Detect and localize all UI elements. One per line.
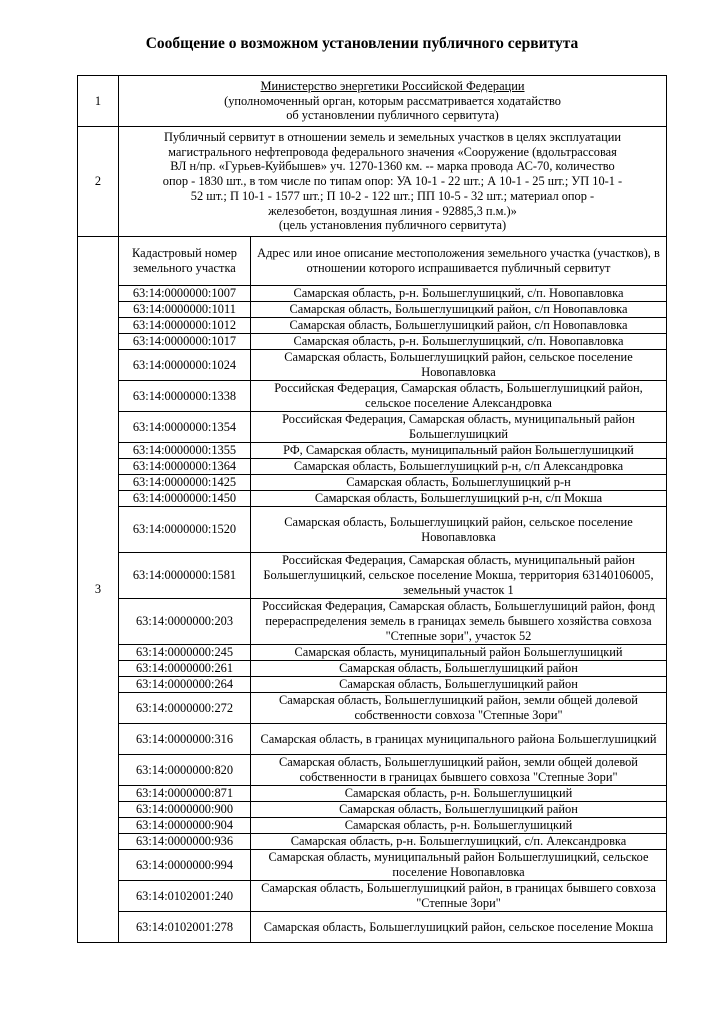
parcel-address: Самарская область, Большеглушицкий район, сельское поселение Новопавловка: [251, 350, 667, 381]
parcel-address: Самарская область, Большеглушицкий район: [251, 802, 667, 818]
table-row: [119, 724, 666, 755]
parcel-address: Самарская область, Большеглушицкий район, с/п Новопавловка: [251, 302, 667, 318]
section-2-number: 2: [78, 127, 119, 237]
cadastral-number: 63:14:0000000:1364: [119, 459, 251, 475]
section-1-row: [78, 76, 667, 127]
parcel-address: Самарская область, Большеглушицкий район: [251, 661, 667, 677]
purpose-line: ВЛ н/пр. «Гурьев-Куйбышев» уч. 1270-1360 км. -- марка провода АС-70, количество: [170, 159, 615, 174]
cadastral-number: 63:14:0000000:1017: [119, 334, 251, 350]
purpose-line: опор - 1830 шт., в том числе по типам опор: УА 10-1 - 22 шт.; А 10-1 - 25 шт.; УП 10-1 -: [162, 174, 623, 189]
section-1-content: [119, 76, 667, 127]
table-row: [119, 286, 666, 302]
section-3-row: [78, 237, 667, 943]
parcel-address: Самарская область, Большеглушицкий район, сельское поселение Мокша: [263, 919, 654, 934]
section-1-number: 1: [78, 76, 119, 127]
cadastral-number: 63:14:0000000:900: [119, 802, 251, 818]
table-row: [119, 459, 666, 475]
parcel-address: Самарская область, Большеглушицкий район, с/п Новопавловка: [251, 318, 667, 334]
table-row: [119, 912, 666, 943]
cadastral-number: 63:14:0000000:245: [119, 645, 251, 661]
parcel-address: Российская Федерация, Самарская область, Большеглушиций район, фонд перераспределения земель в границах земель бывшего хозяйства совхоза "Степные зори", участок 52: [251, 599, 667, 645]
cadastral-header: Кадастровый номер земельного участка: [119, 237, 251, 286]
table-row: [119, 661, 666, 677]
parcel-address: РФ, Самарская область, муниципальный район Большеглушицкий: [251, 443, 667, 459]
purpose-line: Публичный сервитут в отношении земель и земельных участков в целях эксплуатации: [163, 129, 622, 144]
authority-note-line-1: (уполномоченный орган, которым рассматривается ходатайство: [224, 93, 561, 108]
cadastral-number: 63:14:0000000:1425: [119, 475, 251, 491]
purpose-line: магистрального нефтепровода федерального значения «Сооружение (вдольтрассовая: [168, 144, 617, 159]
table-row: [119, 677, 666, 693]
parcel-address: Самарская область, Большеглушицкий р-н, с/п Александровка: [251, 459, 667, 475]
table-row: [119, 802, 666, 818]
table-row: [119, 443, 666, 459]
cadastral-number: 63:14:0000000:936: [119, 834, 251, 850]
cadastral-number: 63:14:0000000:820: [119, 755, 251, 786]
cadastral-number: 63:14:0000000:1355: [119, 443, 251, 459]
table-row: [119, 381, 666, 412]
cadastral-number: 63:14:0000000:1024: [119, 350, 251, 381]
parcel-address: Самарская область, Большеглушицкий район, земли общей долевой собственности в границах бывшего совхоза "Степные Зори": [251, 755, 667, 786]
parcel-address: Самарская область, муниципальный район Большеглушицкий: [251, 645, 667, 661]
parcel-address: Самарская область, р-н. Большеглушицкий: [251, 818, 667, 834]
table-row: [119, 350, 666, 381]
table-row: [119, 507, 666, 553]
parcel-address: Самарская область, Большеглушицкий р-н: [251, 475, 667, 491]
cadastral-number: 63:14:0000000:1338: [119, 381, 251, 412]
cadastral-number: 63:14:0000000:1520: [119, 507, 251, 553]
cadastral-number: 63:14:0000000:1012: [119, 318, 251, 334]
table-row: [119, 818, 666, 834]
cadastral-number: 63:14:0000000:261: [119, 661, 251, 677]
parcel-address: Самарская область, муниципальный район Большеглушицкий, сельское поселение Новопавловка: [251, 850, 667, 881]
table-row: [119, 786, 666, 802]
parcel-address: Самарская область, Большеглушицкий район: [251, 677, 667, 693]
cadastral-number: 63:14:0102001:240: [119, 881, 251, 912]
address-header: Адрес или иное описание местоположения земельного участка (участков), в отношении которого испрашивается публичный сервитут: [251, 237, 667, 286]
parcels-header-row: [119, 237, 666, 286]
parcel-address: Самарская область, Большеглушицкий район, в границах бывшего совхоза "Степные Зори": [251, 881, 667, 912]
cadastral-number: 63:14:0000000:1450: [119, 491, 251, 507]
section-2-content: [119, 127, 667, 237]
parcel-address: Самарская область, в границах муниципального района Большеглушицкий: [251, 724, 667, 755]
purpose-note: (цель установления публичного сервитута): [278, 218, 507, 233]
cadastral-number: 63:14:0000000:994: [119, 850, 251, 881]
table-row: [119, 755, 666, 786]
cadastral-number: 63:14:0000000:1354: [119, 412, 251, 443]
cadastral-number: 63:14:0000000:316: [119, 724, 251, 755]
table-row: [119, 412, 666, 443]
table-row: [119, 850, 666, 881]
table-row: [119, 881, 666, 912]
table-row: [119, 693, 666, 724]
table-row: [119, 491, 666, 507]
purpose-line: 52 шт.; П 10-1 - 1577 шт.; П 10-2 - 122 шт.; ПП 10-5 - 32 шт.; материал опор -: [190, 188, 595, 203]
cadastral-number: 63:14:0000000:904: [119, 818, 251, 834]
table-row: [119, 645, 666, 661]
table-row: [119, 599, 666, 645]
cadastral-number: 63:14:0102001:278: [119, 912, 251, 943]
table-row: [119, 318, 666, 334]
table-row: [119, 334, 666, 350]
parcel-address: Самарская область, Большеглушицкий р-н, с/п Мокша: [251, 491, 667, 507]
table-row: [119, 302, 666, 318]
section-3-number: 3: [78, 237, 119, 943]
parcel-address: Самарская область, р-н. Большеглушицкий, с/п. Александровка: [251, 834, 667, 850]
parcel-address: Российская Федерация, Самарская область, муниципальный район Большеглушицкий: [251, 412, 667, 443]
parcel-address: Самарская область, р-н. Большеглушицкий, с/п. Новопавловка: [251, 286, 667, 302]
table-row: [119, 834, 666, 850]
cadastral-number: 63:14:0000000:1011: [119, 302, 251, 318]
purpose-line: железобетон, воздушная линия - 92885,3 п.м.)»: [268, 203, 517, 218]
cadastral-number: 63:14:0000000:272: [119, 693, 251, 724]
parcel-address: Самарская область, Большеглушицкий район, земли общей долевой собственности совхоза "Степные Зори": [251, 693, 667, 724]
cadastral-number: 63:14:0000000:1581: [119, 553, 251, 599]
cadastral-number: 63:14:0000000:1007: [119, 286, 251, 302]
cadastral-number: 63:14:0000000:871: [119, 786, 251, 802]
parcels-table: [119, 237, 666, 942]
parcel-address: Самарская область, р-н. Большеглушицкий, с/п. Новопавловка: [251, 334, 667, 350]
table-row: [119, 553, 666, 599]
authority-note-line-2: об установлении публичного сервитута): [286, 108, 499, 123]
section-2-row: [78, 127, 667, 237]
parcel-address: Российская Федерация, Самарская область, муниципальный район Большеглушицкий, сельское поселение Мокша, территория 63140106005, земельный участок 1: [251, 553, 667, 599]
document-title: Сообщение о возможном установлении публичного сервитута: [145, 35, 579, 52]
cadastral-number: 63:14:0000000:264: [119, 677, 251, 693]
parcel-address: Самарская область, Большеглушицкий район, сельское поселение Новопавловка: [251, 507, 667, 553]
parcel-address: Самарская область, р-н. Большеглушицкий: [251, 786, 667, 802]
servitude-table: [77, 75, 667, 943]
authority-name: Министерство энергетики Российской Федерации: [260, 78, 525, 93]
cadastral-number: 63:14:0000000:203: [119, 599, 251, 645]
parcel-address: Российская Федерация, Самарская область, Большеглушицкий район, сельское поселение Александровка: [251, 381, 667, 412]
section-3-content: [119, 237, 667, 943]
table-row: [119, 475, 666, 491]
